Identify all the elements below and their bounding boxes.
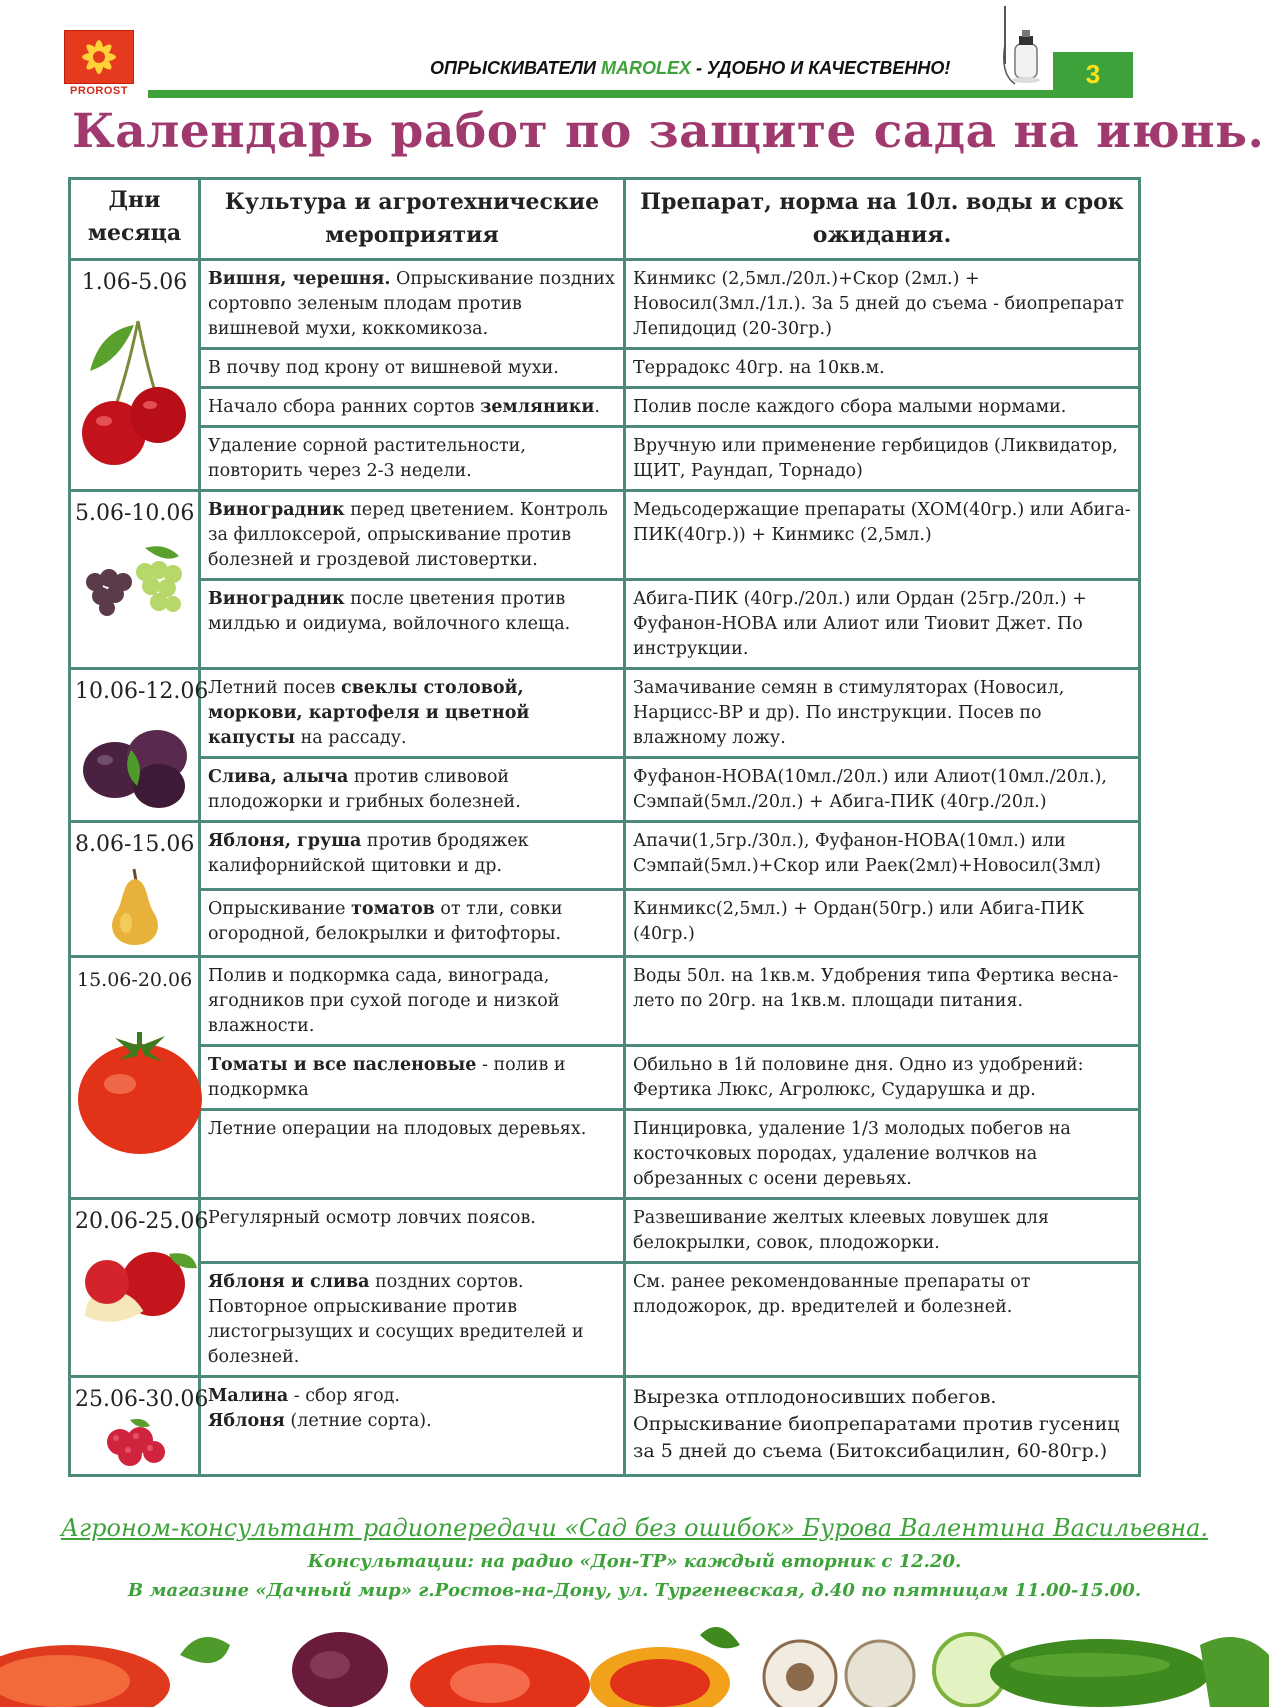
culture-text: против сливовой плодожорки и грибных болезней. <box>208 767 521 812</box>
table-row <box>70 1110 1140 1199</box>
header-rule <box>148 90 1133 98</box>
culture-text: Регулярный осмотр ловчих поясов. <box>208 1208 536 1228</box>
col-header-days: Дни месяца <box>70 179 200 260</box>
tomato-icon <box>75 1024 205 1154</box>
table-row <box>70 1377 1140 1476</box>
product-cell: Апачи(1,5гр./30л.), Фуфанон-НОВА(10мл.) или Сэмпай(5мл.)+Скор или Раек(2мл)+Новосил(3мл) <box>625 822 1140 890</box>
table-row <box>70 669 1140 758</box>
calendar-table <box>68 177 1141 1477</box>
culture-text: от тли, совки огородной, белокрылки и фитофторы. <box>208 898 563 944</box>
table-row <box>70 822 1140 890</box>
slogan-post: - УДОБНО И КАЧЕСТВЕННО! <box>691 58 951 78</box>
table-row <box>70 957 1140 1046</box>
culture-text: против бродяжек калифорнийской щитовки и др. <box>208 831 529 876</box>
table-row <box>70 260 1140 349</box>
product-cell: Кинмикс (2,5мл./20л.)+Скор (2мл.) + Новосил(3мл./1л.). За 5 дней до съема - биопрепарат Лепидоцид (20-30гр.) <box>625 260 1140 349</box>
days-cell <box>70 1377 209 1476</box>
days-label: 25.06-30.06 <box>75 1387 209 1412</box>
table-row <box>70 388 1140 427</box>
pear-icon <box>100 867 170 947</box>
table-row <box>70 1199 1140 1263</box>
culture-cell <box>200 349 625 388</box>
product-cell: Террадокс 40гр. на 10кв.м. <box>625 349 1140 388</box>
product-cell: Абига-ПИК (40гр./20л.) или Ордан (25гр./20л.) + Фуфанон-НОВА или Алиот или Тиовит Джет. По инструкции. <box>625 580 1140 669</box>
slogan-brand: MAROLEX <box>601 58 691 78</box>
culture-cell <box>200 1046 625 1110</box>
culture-cell <box>200 260 625 349</box>
table-row <box>70 349 1140 388</box>
days-cell <box>70 260 200 491</box>
culture-text: Опрыскивание поздних сортовпо зеленым плодам против вишневой мухи, коккомикоза. <box>208 269 615 339</box>
culture-bold: Яблоня <box>208 1411 285 1431</box>
logo-text: PROROST <box>70 85 128 97</box>
col-header-product: Препарат, норма на 10л. воды и срок ожидания. <box>625 179 1140 260</box>
page-title: Календарь работ по защите сада на июнь. <box>72 104 1265 159</box>
page-number: 3 <box>1053 52 1133 96</box>
days-label: 10.06-12.06 <box>75 679 209 704</box>
prorost-logo <box>64 30 134 97</box>
product-cell: Вырезка отплодоносивших побегов. Опрыскивание биопрепаратами против гусениц за 5 дней до съема (Битоксибацилин, 60-80гр.) <box>625 1377 1140 1476</box>
product-cell: Полив после каждого сбора малыми нормами. <box>625 388 1140 427</box>
culture-cell <box>200 1110 625 1199</box>
culture-text: на рассаду. <box>295 728 407 748</box>
culture-bold: Малина <box>208 1386 289 1406</box>
culture-cell <box>200 1377 625 1476</box>
culture-text: Летние операции на плодовых деревьях. <box>208 1119 587 1139</box>
days-cell <box>70 1199 209 1377</box>
apple-icon <box>75 1246 205 1331</box>
product-cell: Медьсодержащие препараты (ХОМ(40гр.) или Абига-ПИК(40гр.)) + Кинмикс (2,5мл.) <box>625 491 1140 580</box>
footer-radio: Консультации: на радио «Дон-ТР» каждый вторник с 12.20. <box>307 1551 962 1572</box>
culture-text: после цветения против милдью и оидиума, войлочного клеща. <box>208 589 571 634</box>
culture-bold: томатов <box>351 898 435 919</box>
culture-bold: Яблоня, груша <box>208 831 362 851</box>
culture-bold: Слива, алыча <box>208 767 349 787</box>
days-cell <box>70 669 209 822</box>
culture-cell <box>200 758 625 822</box>
culture-bold: Яблоня и слива <box>208 1272 370 1292</box>
table-row <box>70 491 1140 580</box>
col-header-culture: Культура и агротехнические мероприятия <box>200 179 625 260</box>
culture-bold: Томаты и все пасленовые <box>208 1055 477 1075</box>
table-header-row <box>70 179 1140 260</box>
days-cell <box>70 822 200 957</box>
footer-store: В магазине «Дачный мир» г.Ростов-на-Дону, ул. Тургеневская, д.40 по пятницам 11.00-15.00. <box>127 1580 1142 1601</box>
culture-bold: свеклы столовой, моркови, картофеля и цветной капусты <box>208 678 530 748</box>
footer-consultant: Агроном-консультант радиопередачи «Сад без ошибок» Бурова Валентина Васильевна. <box>60 1514 1209 1542</box>
culture-cell <box>200 580 625 669</box>
culture-cell <box>200 669 625 758</box>
product-cell: Вручную или применение гербицидов (Ликвидатор, ЩИТ, Раундап, Торнадо) <box>625 427 1140 491</box>
culture-cell <box>200 1263 625 1377</box>
culture-text: В почву под крону от вишневой мухи. <box>208 358 559 378</box>
culture-text-pre: Начало сбора ранних сортов <box>208 397 481 417</box>
culture-text: - сбор ягод. <box>288 1386 400 1406</box>
table-row <box>70 889 1140 957</box>
culture-cell <box>200 822 625 890</box>
culture-text: - полив и подкормка <box>208 1055 566 1100</box>
culture-bold: Виноградник <box>208 500 345 520</box>
days-label: 5.06-10.06 <box>75 501 195 526</box>
culture-text-pre: Опрыскивание <box>208 898 352 919</box>
culture-text: . <box>594 397 600 417</box>
culture-text: (летние сорта). <box>284 1411 432 1431</box>
culture-cell <box>200 388 625 427</box>
product-cell: Обильно в 1й половине дня. Одно из удобрений: Фертика Люкс, Агролюкс, Сударушка и др. <box>625 1046 1140 1110</box>
product-cell: См. ранее рекомендованные препараты от плодожорок, др. вредителей и болезней. <box>625 1263 1140 1377</box>
days-label: 15.06-20.06 <box>77 969 193 991</box>
product-cell: Пинцировка, удаление 1/3 молодых побегов на косточковых породах, удаление волчков на обрезанных с осени деревьях. <box>625 1110 1140 1199</box>
culture-text: Удаление сорной растительности, повторить через 2-3 недели. <box>208 436 526 481</box>
culture-text: Полив и подкормка сада, винограда, ягодников при сухой погоде и низкой влажности. <box>208 966 560 1036</box>
product-cell: Развешивание желтых клеевых ловушек для белокрылки, совок, плодожорки. <box>625 1199 1140 1263</box>
days-cell <box>70 491 200 669</box>
plum-icon <box>75 720 195 810</box>
culture-bold: Виноградник <box>208 589 345 609</box>
culture-cell <box>200 427 625 491</box>
culture-cell <box>200 889 625 957</box>
culture-cell <box>200 491 625 580</box>
table-row <box>70 427 1140 491</box>
header-slogan <box>430 58 950 79</box>
grapes-icon <box>75 542 195 622</box>
flower-logo-icon <box>64 30 134 84</box>
days-label: 20.06-25.06 <box>75 1209 209 1234</box>
table-row <box>70 758 1140 822</box>
product-cell: Фуфанон-НОВА(10мл./20л.) или Алиот(10мл./20л.), Сэмпай(5мл./20л.) + Абига-ПИК (40гр./20л.) <box>625 758 1140 822</box>
product-cell: Замачивание семян в стимуляторах (Новосил, Нарцисс-ВР и др). По инструкции. Посев по влажному ложу. <box>625 669 1140 758</box>
culture-text: перед цветением. Контроль за филлоксерой, опрыскивание против болезней и гроздевой листовертки. <box>208 500 608 570</box>
culture-bold: Вишня, черешня. <box>208 269 391 289</box>
days-label: 1.06-5.06 <box>81 270 188 295</box>
table-row <box>70 1046 1140 1110</box>
raspberry-icon <box>100 1416 170 1466</box>
sprayer-icon <box>995 4 1045 90</box>
days-cell <box>70 957 200 1199</box>
table-row <box>70 580 1140 669</box>
culture-cell <box>200 957 625 1046</box>
product-cell: Воды 50л. на 1кв.м. Удобрения типа Фертика весна-лето по 20гр. на 1кв.м. площади питания. <box>625 957 1140 1046</box>
product-cell: Кинмикс(2,5мл.) + Ордан(50гр.) или Абига-ПИК (40гр.) <box>625 889 1140 957</box>
days-label: 8.06-15.06 <box>75 832 195 857</box>
vegetables-banner-icon <box>0 1615 1269 1707</box>
culture-text-pre: Летний посев <box>208 678 341 698</box>
slogan-pre: ОПРЫСКИВАТЕЛИ <box>430 58 601 78</box>
cherry-icon <box>80 311 190 471</box>
table-row <box>70 1263 1140 1377</box>
culture-bold: земляники <box>480 397 595 417</box>
culture-text: поздних сортов. Повторное опрыскивание против листогрызущих и сосущих вредителей и болезней. <box>208 1272 584 1367</box>
culture-cell <box>200 1199 625 1263</box>
